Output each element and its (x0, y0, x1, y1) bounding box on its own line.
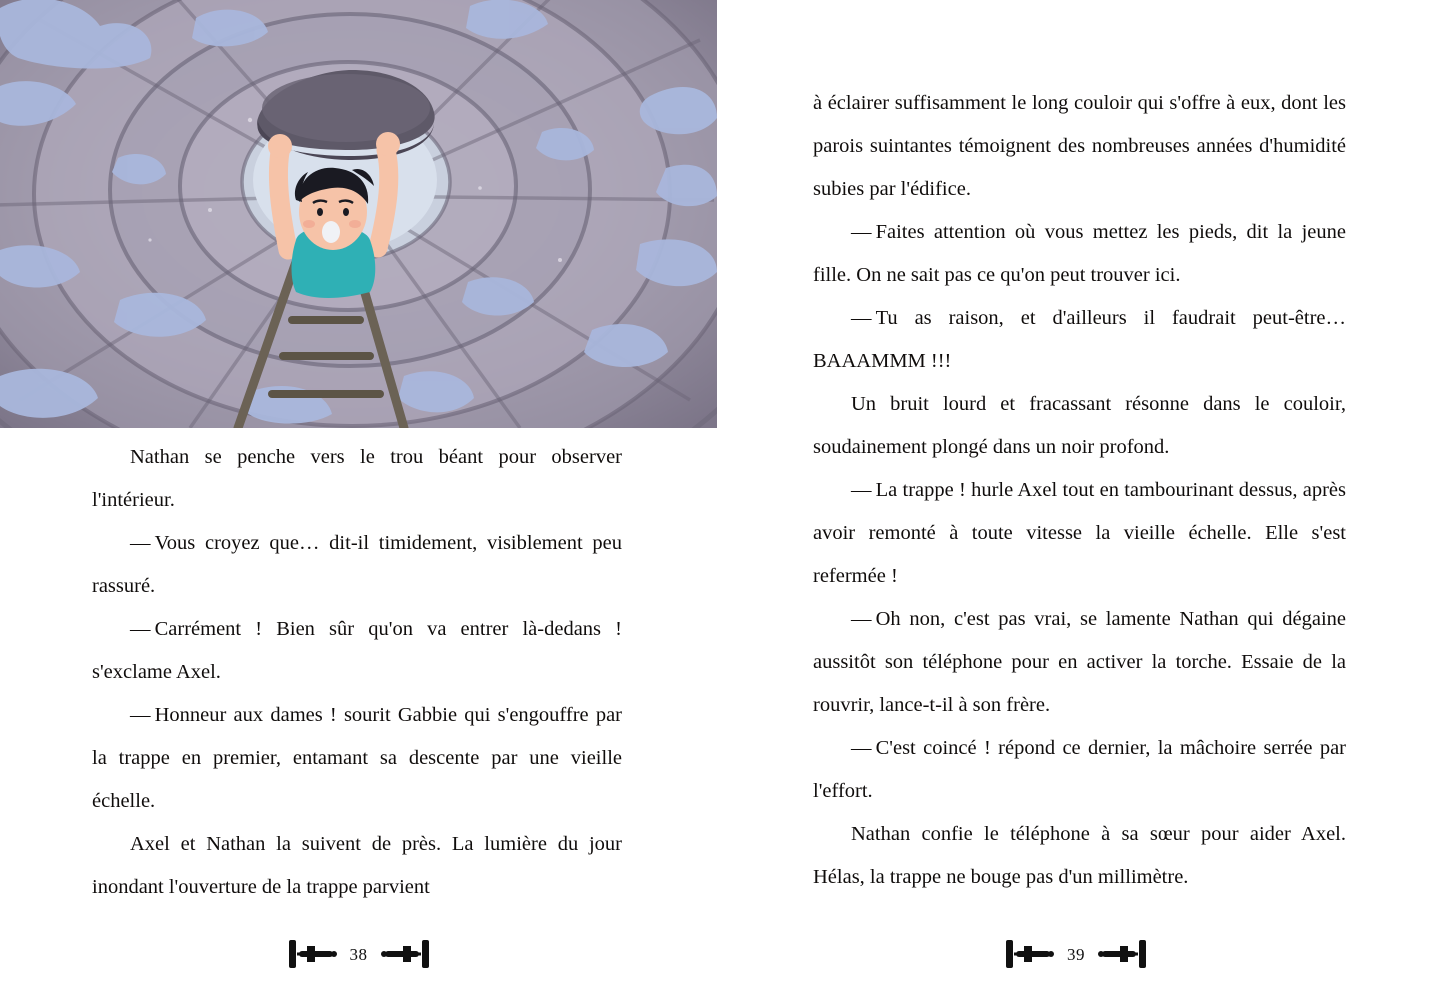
airplane-ornament-icon (1002, 934, 1058, 974)
illustration-svg (0, 0, 717, 428)
left-page (0, 0, 717, 1000)
paragraph: — Faites attention où vous mettez les pieds, dit la jeune fille. On ne sait pas ce qu'on peut trouver ici. (813, 221, 1346, 286)
paragraph: — C'est coincé ! répond ce dernier, la mâchoire serrée par l'effort. (813, 737, 1346, 802)
left-page-text (92, 436, 622, 909)
folio-left (0, 934, 717, 974)
paragraph: à éclairer suffisamment le long couloir qui s'offre à eux, dont les parois suintantes témoignent des nombreuses années d'humidité subies par l'édifice. (813, 92, 1346, 200)
paragraph: — Oh non, c'est pas vrai, se lamente Nathan qui dégaine aussitôt son téléphone pour en activer la torche. Essaie de la rouvrir, lance-t-il à son frère. (813, 608, 1346, 716)
airplane-ornament-icon (377, 934, 433, 974)
page-number: 38 (349, 945, 368, 964)
paragraph: — Carrément ! Bien sûr qu'on va entrer là-dedans ! s'exclame Axel. (92, 618, 622, 683)
airplane-ornament-icon (1094, 934, 1150, 974)
paragraph: Axel et Nathan la suivent de près. La lumière du jour inondant l'ouverture de la trappe parvient (92, 833, 622, 898)
paragraph: — Honneur aux dames ! sourit Gabbie qui s'engouffre par la trappe en premier, entamant sa descente par une vieille échelle. (92, 704, 622, 812)
paragraph: — La trappe ! hurle Axel tout en tambourinant dessus, après avoir remonté à toute vitesse la vieille échelle. Elle s'est refermée ! (813, 479, 1346, 587)
paragraph: Nathan confie le téléphone à sa sœur pour aider Axel. Hélas, la trappe ne bouge pas d'un millimètre. (813, 823, 1346, 888)
paragraph: — Tu as raison, et d'ailleurs il faudrait peut-être… BAAAMMM !!! (813, 307, 1346, 372)
page-number: 39 (1067, 945, 1085, 964)
paragraph: — Vous croyez que… dit-il timidement, visiblement peu rassuré. (92, 532, 622, 597)
folio-right (717, 934, 1435, 974)
paragraph: Nathan se penche vers le trou béant pour observer l'intérieur. (92, 446, 622, 511)
right-page-text (813, 82, 1346, 899)
paragraph: Un bruit lourd et fracassant résonne dans le couloir, soudainement plongé dans un noir profond. (813, 393, 1346, 458)
airplane-ornament-icon (285, 934, 341, 974)
boy-lifting-trapdoor-illustration (0, 0, 717, 428)
right-page (717, 0, 1435, 1000)
